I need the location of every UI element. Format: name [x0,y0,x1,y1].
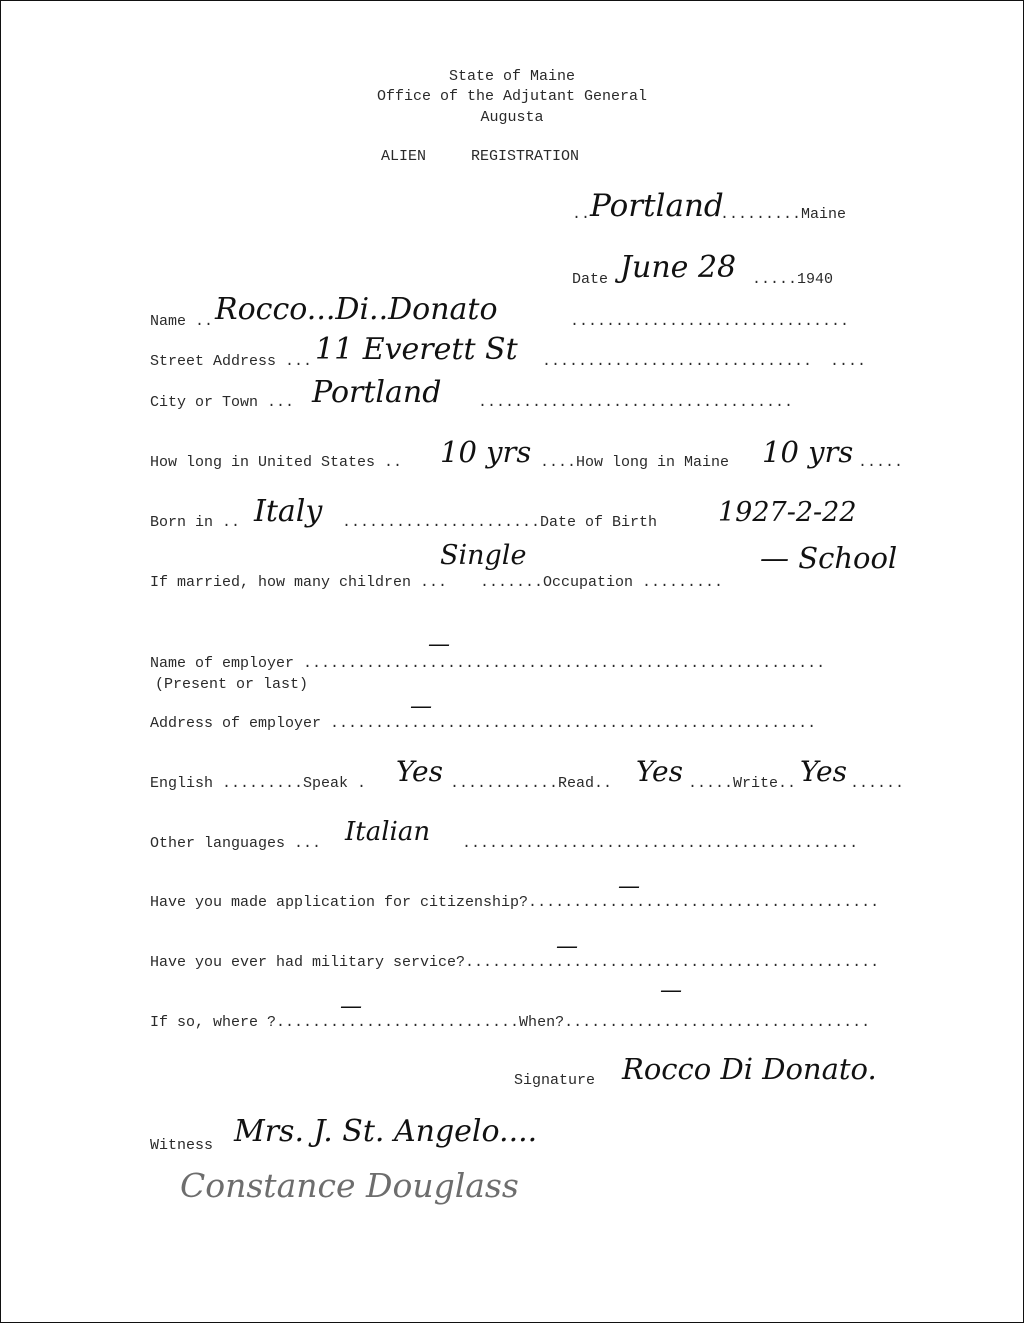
name-dots: ............................... [570,313,850,330]
city-value: Portland [312,375,442,410]
how-long-us-label: How long in United States .. [150,454,403,471]
military-label: Have you ever had military service?.............................................. [150,954,880,971]
place-suffix: .........Maine [720,206,847,223]
city-dots: ................................... [478,394,794,411]
name-label: Name .. [150,313,214,330]
military-value: — [556,934,578,959]
employer-address-label: Address of employer ...................................................... [150,715,817,732]
citizenship-label: Have you made application for citizenship?....................................... [150,894,880,911]
name-value: Rocco...Di..Donato [215,292,498,327]
header-office: Office of the Adjutant General [376,88,648,105]
other-languages-value: Italian [345,817,431,847]
how-long-maine-value: 10 yrs [762,435,854,469]
occupation-label: .......Occupation ......... [480,574,724,591]
street-label: Street Address ... [150,353,313,370]
signature-label: Signature [514,1072,596,1089]
city-label: City or Town ... [150,394,295,411]
witness-second-value: Constance Douglass [180,1166,519,1205]
employer-sublabel: (Present or last) [155,676,309,693]
employer-label: Name of employer .......................................................... [150,655,826,672]
employer-value: — [428,632,450,657]
children-label: If married, how many children ... [150,574,448,591]
where-value: — [340,994,362,1019]
signature-value: Rocco Di Donato. [622,1052,877,1086]
english-read-label: ............Read.. [450,775,613,792]
how-long-maine-dots: ..... [858,454,904,471]
citizenship-value: — [618,874,640,899]
born-in-value: Italy [254,494,323,529]
english-write-value: Yes [800,755,847,788]
date-suffix: .....1940 [752,271,834,288]
occupation-value: — School [760,541,898,575]
street-dots: .............................. .... [542,353,867,370]
date-of-birth-value: 1927-2-22 [718,497,857,528]
form-title: ALIEN REGISTRATION [381,148,580,165]
english-write-label: .....Write.. [688,775,797,792]
english-label: English .........Speak . [150,775,367,792]
children-value: Single [440,540,527,571]
date-label: Date [572,271,609,288]
date-of-birth-label: ......................Date of Birth [342,514,658,531]
english-read-value: Yes [636,755,683,788]
header-city: Augusta [480,109,544,126]
witness-label: Witness [150,1137,214,1154]
english-dots: ...... [850,775,905,792]
how-long-us-value: 10 yrs [440,435,532,469]
where-label: If so, where ?...........................When?.................................. [150,1014,871,1031]
header-state: State of Maine [448,68,576,85]
employer-address-value: — [410,694,432,719]
other-languages-label: Other languages ... [150,835,322,852]
witness-value: Mrs. J. St. Angelo.... [234,1114,538,1149]
how-long-maine-label: ....How long in Maine [540,454,730,471]
other-languages-dots: ............................................ [462,835,859,852]
date-value: June 28 [620,250,737,285]
street-value: 11 Everett St [315,332,518,367]
place-value: Portland [590,188,724,224]
english-speak-value: Yes [396,755,443,788]
place-prefix: .. [572,206,591,223]
born-in-label: Born in .. [150,514,241,531]
when-value: — [660,978,682,1003]
